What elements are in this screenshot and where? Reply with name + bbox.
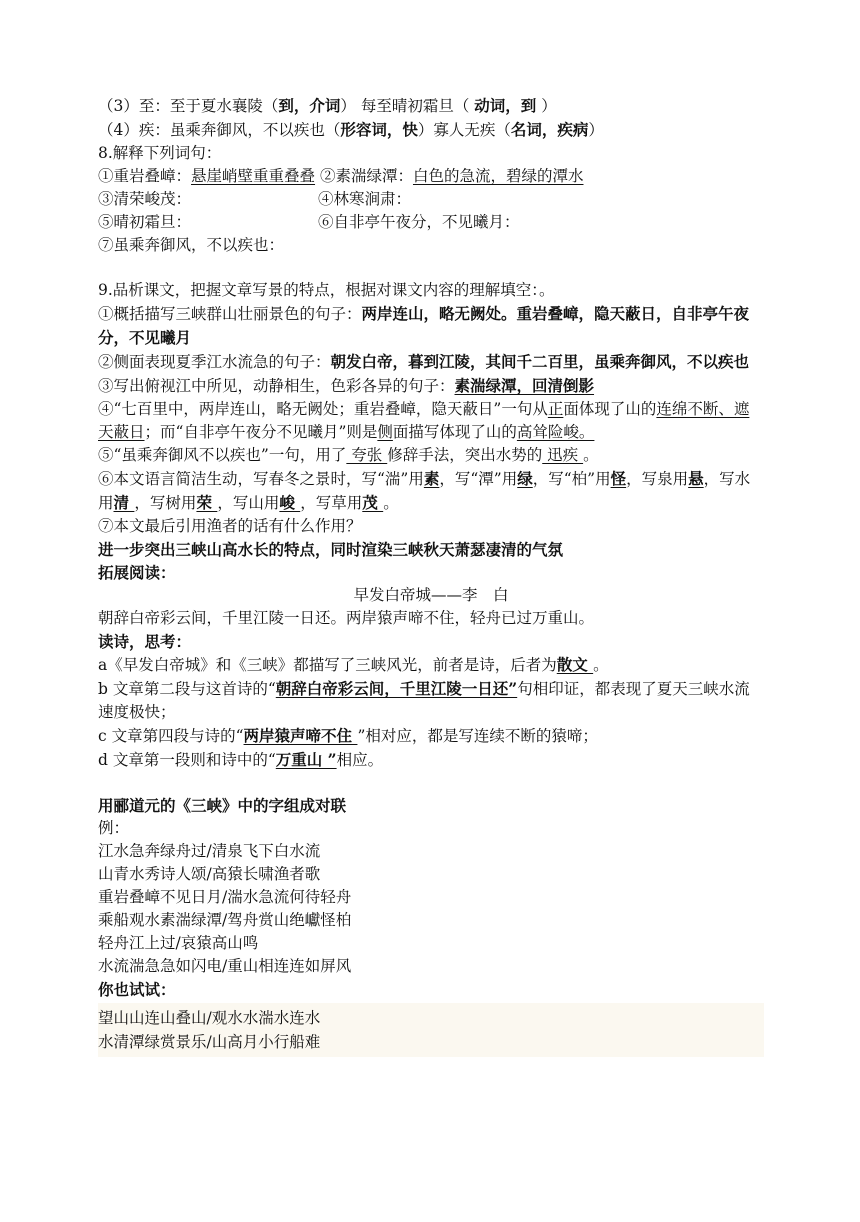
couplet-line: 轻舟江上过/哀猿高山鸣 <box>98 934 259 952</box>
s9-item-1: ①概括描写三峡群山壮丽景色的句子：两岸连山，略无阙处。重岩叠嶂，隐天蔽日，自非亭午夜分，不见曦月 <box>98 304 750 347</box>
spacer <box>98 257 764 279</box>
couplet-line: 水流湍急急如闪电/重山相连连如屏风 <box>98 957 352 975</box>
s8-row-1: ①重岩叠嶂：悬崖峭壁重重叠叠 ②素湍绿潭：白色的急流，碧绿的潭水 <box>98 167 584 185</box>
q4-line: （4）疾：虽乘奔御风，不以疾也（形容词，快）寡人无疾（名词，疾病） <box>98 120 604 139</box>
couplet-example-label: 例： <box>98 819 130 837</box>
extended-reading-title: 拓展阅读： <box>98 563 176 582</box>
s9-item-7-answer: 进一步突出三峡山高水长的特点，同时渲染三峡秋天萧瑟凄清的气氛 <box>98 540 564 559</box>
couplet-line: 山青水秀诗人颂/高猿长啸渔者歌 <box>98 865 321 883</box>
try-it-title: 你也试试： <box>98 980 176 999</box>
section-9-title: 9.品析课文，把握文章写景的特点，根据对课文内容的理解填空：。 <box>98 281 555 299</box>
spacer <box>98 772 764 794</box>
poem-title: 早发白帝城——李 白 <box>353 586 509 604</box>
question-a: a《早发白帝城》和《三峡》都描写了三峡风光，前者是诗，后者为散文 。 <box>98 655 609 674</box>
question-b: b 文章第二段与这首诗的“朝辞白帝彩云间，千里江陵一日还”句相印证，都表现了夏天三峡水流速度极快； <box>98 679 750 721</box>
s9-item-7: ⑦本文最后引用渔者的话有什么作用？ <box>98 517 362 535</box>
couplet-line: 乘船观水素湍绿潭/驾舟赏山绝巘怪柏 <box>98 911 352 929</box>
poem-text: 朝辞白帝彩云间，千里江陵一日还。两岸猿声啼不住，轻舟已过万重山。 <box>98 609 595 627</box>
couplet-title: 用郦道元的《三峡》中的字组成对联 <box>98 796 347 815</box>
q3-line: （3）至：至于夏水襄陵（到，介词） 每至晴初霜旦（ 动词，到 ） <box>98 96 557 115</box>
s8-row-4: ⑦虽乘奔御风，不以疾也： <box>98 236 285 254</box>
reading-questions-title: 读诗，思考： <box>98 632 192 651</box>
answer-line: 水清潭绿赏景乐/山高月小行船难 <box>98 1033 321 1051</box>
question-d: d 文章第一段则和诗中的“万重山 ”相应。 <box>98 750 384 769</box>
s9-item-5: ⑤“虽乘奔御风不以疾也”一句，用了 夸张 修辞手法，突出水势的 迅疾 。 <box>98 446 599 464</box>
s8-row-2: ③清荣峻茂： ④林寒涧肃： <box>98 190 412 208</box>
answer-box <box>98 1003 764 1057</box>
s9-item-3: ③写出俯视江中所见，动静相生，色彩各异的句子：素湍绿潭，回清倒影 <box>98 376 595 395</box>
question-c: c 文章第四段与诗的“两岸猿声啼不住 ”相对应，都是写连续不断的猿啼； <box>98 726 598 745</box>
s8-row-3: ⑤晴初霜旦： ⑥自非亭午夜分，不见曦月： <box>98 213 520 231</box>
s9-item-2: ②侧面表现夏季江水流急的句子：朝发白帝，暮到江陵，其间千二百里，虽乘奔御风，不以疾也 <box>98 352 750 371</box>
s9-item-4: ④“七百里中，两岸连山，略无阙处；重岩叠嶂，隐天蔽日”一句从正面体现了山的连绵不断、遮天蔽日；而“自非亭午夜分不见曦月”则是侧面描写体现了山的高耸险峻。 <box>98 400 750 441</box>
s9-item-6: ⑥本文语言简洁生动，写春冬之景时，写“湍”用素，写“潭”用绿，写“柏”用怪，写泉用悬，写水用清 ，写树用荣 ，写山用峻 ，写草用茂 。 <box>98 469 751 512</box>
couplet-line: 江水急奔绿舟过/清泉飞下白水流 <box>98 842 321 860</box>
answer-line: 望山山连山叠山/观水水湍水连水 <box>98 1009 321 1027</box>
couplet-line: 重岩叠嶂不见日月/湍水急流何待轻舟 <box>98 888 352 906</box>
document-page <box>98 94 764 1057</box>
section-8-title: 8.解释下列词句： <box>98 144 222 162</box>
